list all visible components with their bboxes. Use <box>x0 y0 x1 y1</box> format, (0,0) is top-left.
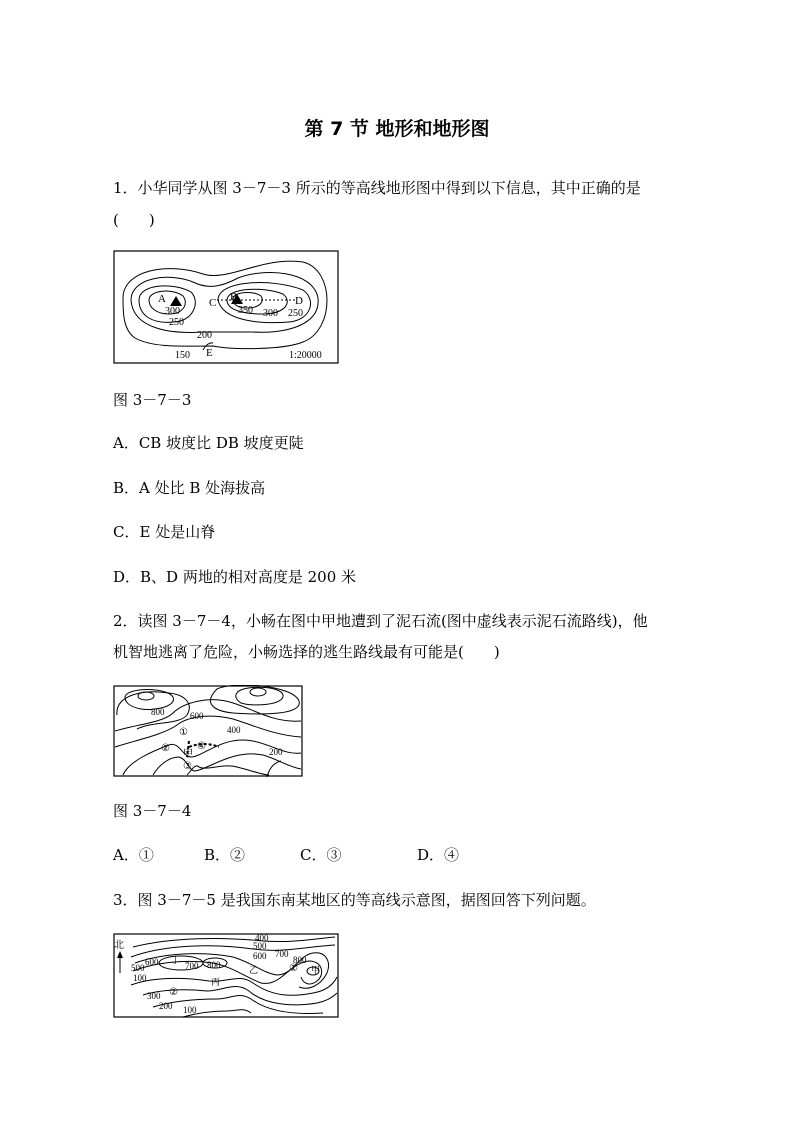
q1-option-a: A．CB 坡度比 DB 坡度更陡 <box>113 434 304 452</box>
contour-value: 100 <box>133 973 147 983</box>
map-frame <box>114 251 338 363</box>
location-yi: 乙 <box>249 965 259 975</box>
route-marker-4: ④ <box>197 741 206 752</box>
contour-value: 800 <box>151 707 165 717</box>
contour-value: 600 <box>145 957 159 967</box>
label-c: C <box>209 297 217 309</box>
contour-value: 500 <box>131 963 145 973</box>
contour-value: 200 <box>197 330 212 341</box>
contour-value: 700 <box>185 961 199 971</box>
contour-value: 700 <box>275 949 289 959</box>
north-arrow-icon <box>117 951 123 958</box>
location-jia: 甲 <box>183 749 193 760</box>
contour-line <box>250 688 266 696</box>
contour-value: 100 <box>183 1005 197 1015</box>
contour-value: 150 <box>175 350 190 361</box>
contour-value: 300 <box>263 308 278 319</box>
q2-stem-line1: 2．读图 3－7－4，小畅在图中甲地遭到了泥石流(图中虚线表示泥石流路线)，他 <box>113 612 648 630</box>
contour-value: 250 <box>288 308 303 319</box>
contour-value: 350 <box>238 305 253 316</box>
contour-value: 400 <box>227 725 241 735</box>
label-b: B <box>230 291 238 303</box>
q3-stem: 3．图 3－7－5 是我国东南某地区的等高线示意图，据图回答下列问题。 <box>113 891 596 909</box>
page-title: 第 7 节 地形和地形图 <box>304 118 490 140</box>
route-marker-2: ② <box>161 743 170 754</box>
label-e: E <box>206 347 213 359</box>
q1-option-b: B．A 处比 B 处海拔高 <box>113 479 266 497</box>
q1-option-d: D．B、D 两地的相对高度是 200 米 <box>113 568 357 586</box>
q2-option-d: D．④ <box>417 846 460 864</box>
q1-figure-caption: 图 3－7－3 <box>113 391 192 409</box>
scale-label: 1:20000 <box>289 350 322 361</box>
contour-line <box>267 761 281 777</box>
q1-contour-map <box>113 250 339 364</box>
q1-stem-line2: ( ) <box>113 211 155 229</box>
contour-value: 800 <box>293 955 307 965</box>
contour-value: 600 <box>190 711 204 721</box>
contour-line <box>153 754 301 775</box>
contour-line <box>115 716 301 747</box>
contour-value: 200 <box>269 747 283 757</box>
q2-option-a: A．① <box>113 846 154 864</box>
north-label: 北 <box>114 940 124 951</box>
q1-option-c: C．E 处是山脊 <box>113 523 216 541</box>
location-ding: 丁 <box>171 955 181 965</box>
label-d: D <box>295 295 303 307</box>
contour-line <box>210 685 299 714</box>
contour-value: 250 <box>169 317 184 328</box>
contour-value: 800 <box>207 960 221 970</box>
location-jia: 甲 <box>311 965 321 975</box>
contour-value: 400 <box>255 933 269 943</box>
q2-option-b: B．② <box>204 846 246 864</box>
contour-value: 500 <box>253 941 267 951</box>
label-a: A <box>158 293 166 305</box>
q2-figure-caption: 图 3－7－4 <box>113 802 192 820</box>
contour-value: 600 <box>253 951 267 961</box>
route-marker-3: ③ <box>183 761 192 772</box>
q2-contour-map <box>113 685 303 777</box>
marker-2: ② <box>169 987 178 998</box>
q1-stem-line1: 1．小华同学从图 3－7－3 所示的等高线地形图中得到以下信息，其中正确的是 <box>113 179 641 197</box>
contour-value: 200 <box>159 1001 173 1011</box>
peak-a-icon <box>170 296 182 306</box>
q2-option-c: C．③ <box>300 846 342 864</box>
q2-stem-line2: 机智地逃离了危险，小畅选择的逃生路线最有可能是( ) <box>113 643 500 661</box>
contour-value: 300 <box>165 306 180 317</box>
contour-line <box>187 766 269 775</box>
contour-value: 300 <box>147 991 161 1001</box>
q3-contour-map <box>113 933 339 1018</box>
location-bing: 丙 <box>211 977 221 987</box>
contour-line <box>123 740 301 775</box>
contour-line <box>133 937 335 947</box>
route-marker-1: ① <box>179 727 188 738</box>
marker-1: ① <box>289 963 298 974</box>
